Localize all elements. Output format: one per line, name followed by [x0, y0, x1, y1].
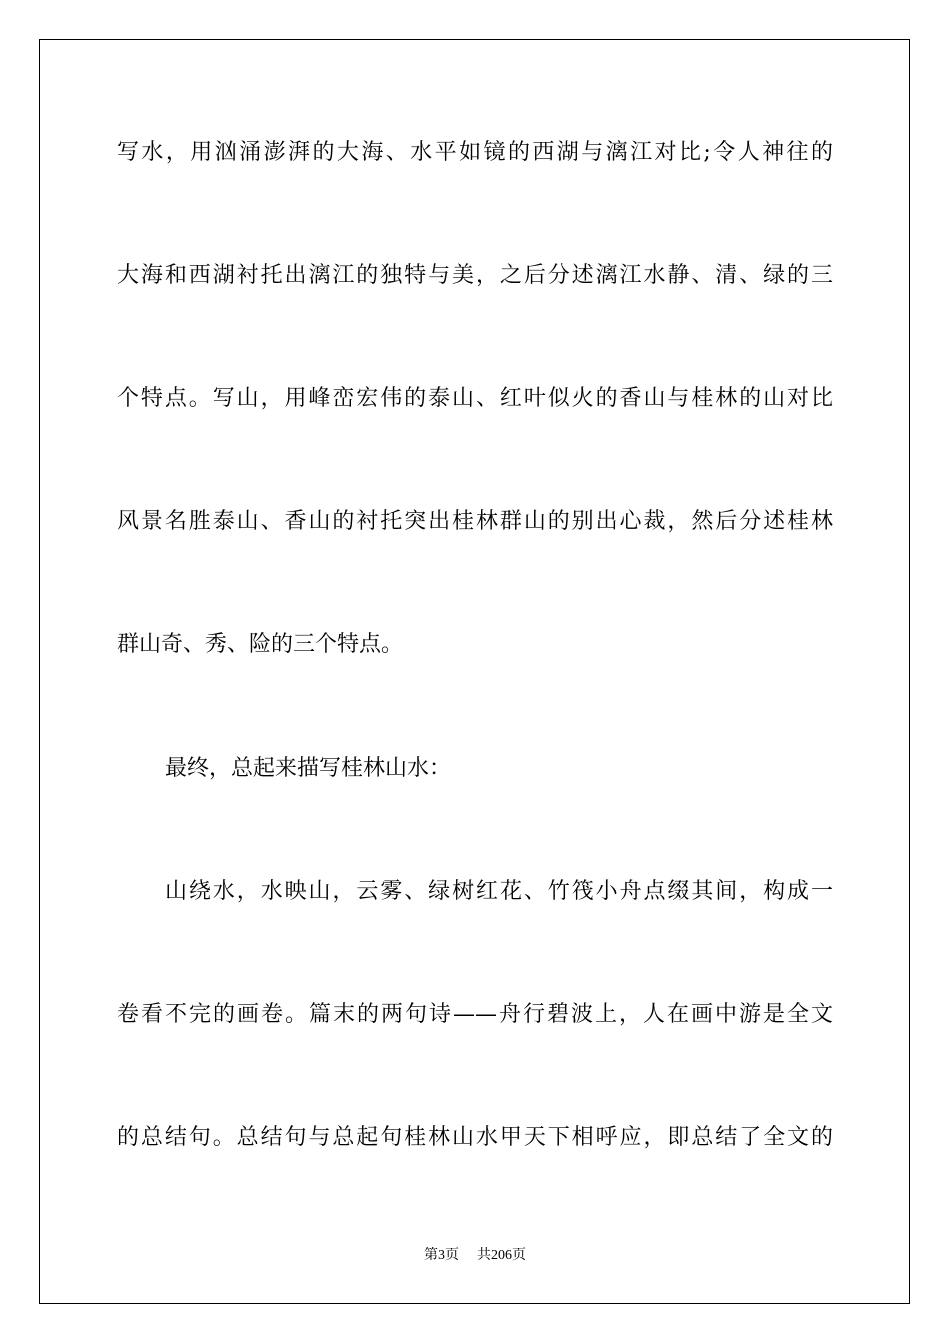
page-border [39, 39, 910, 1304]
text-line-9: 的总结句。总结句与总起句桂林山水甲天下相呼应，即总结了全文的 [117, 1125, 833, 1150]
page-footer [0, 1247, 950, 1265]
text-line-2: 大海和西湖衬托出漓江的独特与美，之后分述漓江水静、清、绿的三 [117, 263, 833, 288]
text-line-1: 写水，用汹涌澎湃的大海、水平如镜的西湖与漓江对比;令人神往的 [117, 140, 833, 165]
text-line-5: 群山奇、秀、险的三个特点。 [117, 632, 404, 657]
page-number: 第3页 [424, 1248, 459, 1263]
paragraph-heading-line: 最终，总起来描写桂林山水： [165, 756, 452, 781]
text-line-4: 风景名胜泰山、香山的衬托突出桂林群山的别出心裁，然后分述桂林 [117, 509, 833, 534]
text-line-7: 山绕水，水映山，云雾、绿树红花、竹筏小舟点缀其间，构成一 [165, 879, 833, 904]
text-line-3: 个特点。写山，用峰峦宏伟的泰山、红叶似火的香山与桂林的山对比 [117, 386, 833, 411]
text-line-8: 卷看不完的画卷。篇末的两句诗——舟行碧波上，人在画中游是全文 [117, 1002, 833, 1027]
total-pages: 共206页 [477, 1248, 526, 1263]
